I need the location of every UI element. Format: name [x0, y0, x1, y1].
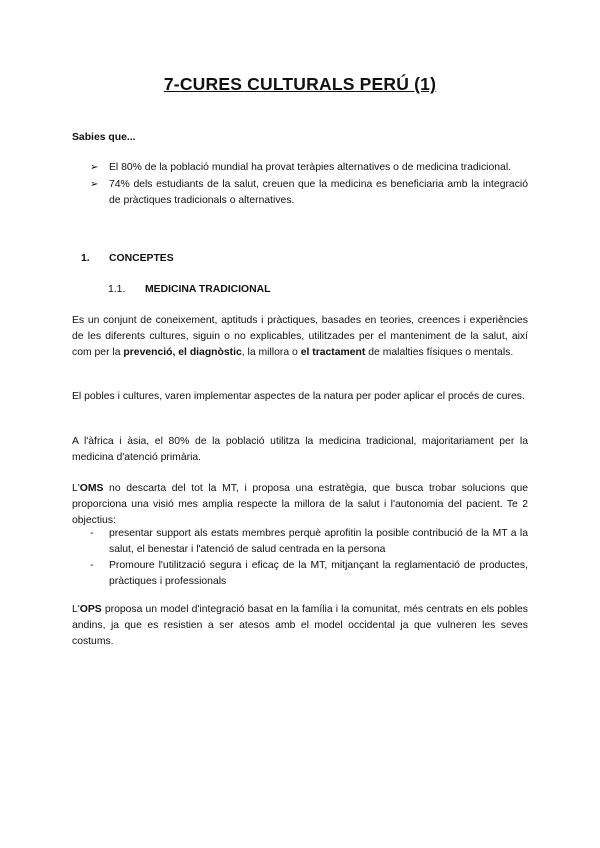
arrow-bullet-icon: ➢ — [90, 162, 99, 173]
paragraph-text: L' — [72, 483, 80, 494]
subsection-heading-medicina-tradicional — [108, 282, 564, 298]
emphasis-text: prevenció, el diagnòstic — [123, 347, 242, 358]
fact-bullet-list — [90, 160, 528, 210]
paragraph-text: no descarta del tot la MT, i proposa una estratègia, que busca trobar solucions que proporciona una visió mes amplia respecte la millora de la salut i l'autonomia del pacient. Te 2 objectius: — [72, 483, 528, 526]
section-number: 1. — [81, 253, 90, 264]
dash-bullet-icon: - — [90, 528, 94, 539]
emphasis-text: el tractament — [300, 347, 366, 358]
list-item — [90, 177, 528, 209]
bullet-text: 74% dels estudiants de la salut, creuen que la medicina es beneficiaria amb la integració de pràctiques tradicionals o alternatives. — [109, 179, 528, 206]
paragraph-ops — [72, 602, 528, 650]
objective-text: presentar support als estats membres perquè aprofitin la posible contribució de la MT a la salut, el benestar i l'atenció de salud centrada en la persona — [109, 528, 528, 555]
subsection-number: 1.1. — [108, 284, 126, 295]
emphasis-text: OMS — [79, 483, 104, 494]
paragraph-oms — [72, 481, 528, 529]
paragraph-text: L' — [72, 604, 80, 615]
subsection-title: MEDICINA TRADICIONAL — [145, 284, 271, 295]
oms-objectives-list — [90, 526, 528, 590]
list-item — [90, 558, 528, 590]
paragraph-text: Es un conjunt de coneixement, aptituds i pràctiques, basades en teories, creences i experiències de les diferents cultures, siguin o no explicables, utilitzades per el manteniment de la salut, així com per la — [72, 315, 528, 358]
emphasis-text: OPS — [79, 604, 102, 615]
paragraph-pobles: El pobles i cultures, varen implementar aspectes de la natura per poder aplicar el procés de cures. — [72, 391, 525, 402]
section-heading-conceptes — [81, 251, 537, 267]
page-title: 7-CURES CULTURALS PERÚ (1) — [163, 74, 437, 94]
paragraph-africa-asia: A l'àfrica i àsia, el 80% de la població utilitza la medicina tradicional, majoritariament per la medicina d'atenció primària. — [72, 436, 528, 463]
section-title: CONCEPTES — [109, 253, 174, 264]
paragraph-text: , la millora o — [241, 347, 301, 358]
bullet-text: El 80% de la població mundial ha provat teràpies alternatives o de medicina tradicional. — [109, 162, 512, 173]
objective-text: Promoure l'utilització segura i eficaç de la MT, mitjançant la reglamentació de productes, pràctiques i professionals — [109, 560, 528, 587]
arrow-bullet-icon: ➢ — [90, 179, 99, 190]
paragraph-text: proposa un model d'integració basat en la família i la comunitat, més centrats en els pobles andins, ja que es resistien a ser atesos amb el model occidental ja que vulneren les seves costums. — [72, 604, 528, 647]
paragraph-definition — [72, 313, 528, 361]
dash-bullet-icon: - — [90, 560, 94, 571]
list-item — [90, 160, 528, 176]
sabies-que-label: Sabies que... — [72, 132, 136, 143]
paragraph-text: de malalties físiques o mentals. — [365, 347, 514, 358]
list-item — [90, 526, 528, 558]
